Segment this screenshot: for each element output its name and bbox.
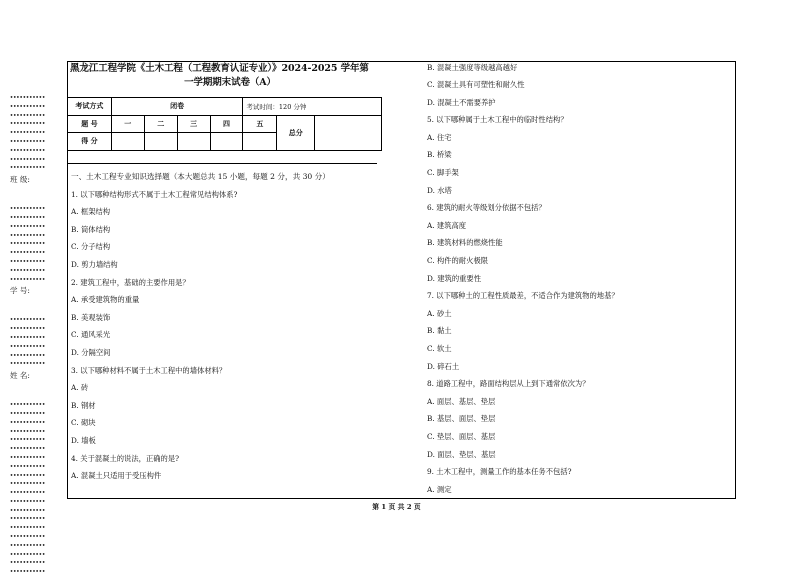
- question-text: 1. 以下哪种结构形式不属于土木工程常见结构体系?: [71, 189, 238, 199]
- option-text: C. 分子结构: [71, 242, 111, 252]
- score-label: 得 分: [68, 133, 112, 151]
- score-cell-2[interactable]: [144, 133, 177, 151]
- total-score-label: 总分: [277, 115, 315, 150]
- option-text: A. 混凝土只适用于受压构件: [71, 471, 162, 481]
- question-text: 5. 以下哪种属于土木工程中的临时性结构？: [427, 115, 568, 125]
- exam-title: [70, 62, 390, 90]
- option-text: D. 建筑的重要性: [427, 273, 482, 283]
- exam-mode-value: 闭卷: [111, 98, 243, 116]
- option-text: C. 通风采光: [71, 330, 111, 340]
- exam-time: 考试时间：120 分钟: [243, 98, 382, 116]
- option-text: A. 测定: [427, 484, 452, 494]
- divider-line: [67, 163, 377, 164]
- question-text: 7. 以下哪种土的工程性质最差，不适合作为建筑物的地基？: [427, 291, 619, 301]
- option-text: B. 混凝土强度等级越高越好: [427, 62, 518, 72]
- question-text: 3. 以下哪种材料不属于土木工程中的墙体材料？: [71, 365, 227, 375]
- dotted-cut-line: ••••••••••• ••••••••••• ••••••••••• ••••••••••• ••••••••••• ••••••••••• ••••••••••• ••••••••••• •••••••••••: [10, 206, 46, 283]
- option-text: C. 垫层、面层、基层: [427, 431, 496, 441]
- exam-mode-label: 考试方式: [68, 98, 112, 116]
- question-text: 8. 道路工程中，路面结构层从上到下通常依次为？: [427, 379, 590, 389]
- question-text: 4. 关于混凝土的说法，正确的是?: [71, 453, 180, 463]
- question-col-3: 三: [177, 115, 210, 133]
- name-label: 姓 名:: [10, 371, 30, 381]
- option-text: A. 面层、基层、垫层: [427, 396, 496, 406]
- page-number: 第 1 页 共 2 页: [372, 503, 421, 511]
- option-text: A. 砖: [71, 383, 89, 393]
- left-column: [71, 168, 386, 485]
- exam-title-line1: 黑龙江工程学院《土木工程（工程教育认证专业）》2024-2025 学年第: [70, 63, 369, 74]
- option-text: D. 分隔空间: [71, 347, 111, 357]
- total-score-cell[interactable]: [315, 115, 382, 150]
- option-text: D. 碎石土: [427, 361, 460, 371]
- option-text: C. 构件的耐火极限: [427, 256, 489, 266]
- option-text: A. 框架结构: [71, 207, 111, 217]
- question-number-row: [68, 115, 382, 133]
- question-col-5: 五: [243, 115, 277, 133]
- option-text: B. 筒体结构: [71, 224, 111, 234]
- question-text: 2. 建筑工程中，基础的主要作用是？: [71, 277, 190, 287]
- option-text: B. 美观装饰: [71, 312, 111, 322]
- question-col-2: 二: [144, 115, 177, 133]
- option-text: D. 墙板: [71, 435, 96, 445]
- option-text: C. 混凝土具有可塑性和耐久性: [427, 80, 525, 90]
- option-text: D. 水塔: [427, 185, 452, 195]
- score-table: [67, 97, 382, 151]
- option-text: D. 剪力墙结构: [71, 259, 118, 269]
- option-text: B. 基层、面层、垫层: [427, 414, 496, 424]
- section-heading: 一、土木工程专业知识选择题（本大题总共 15 小题，每题 2 分，共 30 分）: [71, 172, 330, 181]
- question-no-label: 题 号: [68, 115, 112, 133]
- option-text: D. 混凝土不需要养护: [427, 97, 496, 107]
- option-text: A. 建筑高度: [427, 220, 467, 230]
- option-text: A. 砂土: [427, 308, 452, 318]
- score-cell-4[interactable]: [210, 133, 243, 151]
- score-cell-1[interactable]: [111, 133, 144, 151]
- option-text: C. 砌块: [71, 418, 96, 428]
- option-text: A. 承受建筑物的重量: [71, 295, 140, 305]
- right-column: [427, 59, 727, 499]
- exam-info-row: [68, 98, 382, 116]
- score-cell-5[interactable]: [243, 133, 277, 151]
- dotted-cut-line: ••••••••••• ••••••••••• ••••••••••• ••••••••••• ••••••••••• ••••••••••• ••••••••••• ••••••••••• •••••••••••: [10, 95, 46, 172]
- exam-title-line2: 一学期期末试卷（A）: [184, 77, 276, 88]
- student-id-label: 学 号:: [10, 286, 30, 296]
- option-text: D. 面层、垫层、基层: [427, 449, 496, 459]
- option-text: A. 住宅: [427, 132, 452, 142]
- question-text: 6. 建筑的耐火等级划分依据不包括？: [427, 203, 546, 213]
- class-label: 班 级:: [10, 175, 30, 185]
- option-text: B. 桥梁: [427, 150, 452, 160]
- score-cell-3[interactable]: [177, 133, 210, 151]
- option-text: B. 黏土: [427, 326, 452, 336]
- question-col-4: 四: [210, 115, 243, 133]
- question-col-1: 一: [111, 115, 144, 133]
- question-text: 9. 土木工程中，测量工作的基本任务不包括?: [427, 467, 572, 477]
- option-text: C. 脚手架: [427, 168, 459, 178]
- option-text: C. 软土: [427, 344, 452, 353]
- option-text: B. 建筑材料的燃烧性能: [427, 238, 503, 248]
- dotted-cut-line: ••••••••••• ••••••••••• ••••••••••• ••••••••••• ••••••••••• ••••••••••• ••••••••••• ••••••••••• ••••••••••• ••••••••••• ••••••••••• ••••••••••• ••••••••••• ••••••••••• ••••••••••• ••••••••••• ••••••••••• ••••••••••• ••••••••••• •••••••••••: [10, 402, 46, 576]
- option-text: B. 钢材: [71, 400, 96, 410]
- dotted-cut-line: ••••••••••• ••••••••••• ••••••••••• ••••••••••• ••••••••••• •••••••••••: [10, 317, 46, 368]
